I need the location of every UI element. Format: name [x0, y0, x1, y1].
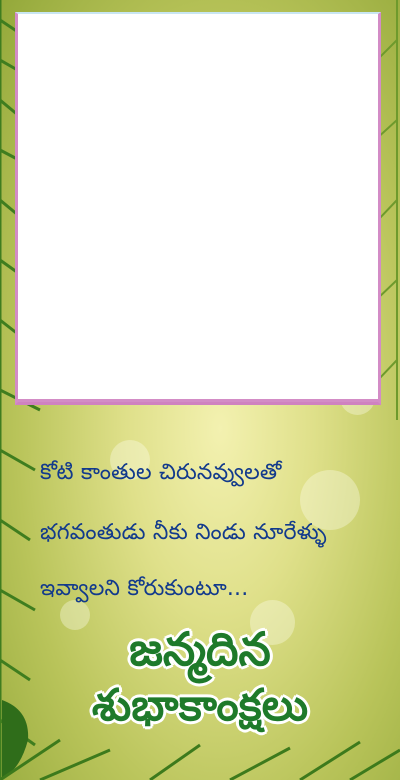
message-line-2: భగవంతుడు నీకు నిండు నూరేళ్ళు — [40, 520, 327, 545]
message-line-1: కోటి కాంతుల చిరునవ్వులతో — [40, 460, 282, 485]
message-line-3: ఇవ్వాలని కోరుకుంటూ... — [40, 576, 249, 601]
photo-frame[interactable] — [15, 12, 381, 405]
title-line-1: జన్మదిన — [129, 622, 271, 676]
title-line-2: శుభాకాంక్షలు — [91, 680, 309, 731]
